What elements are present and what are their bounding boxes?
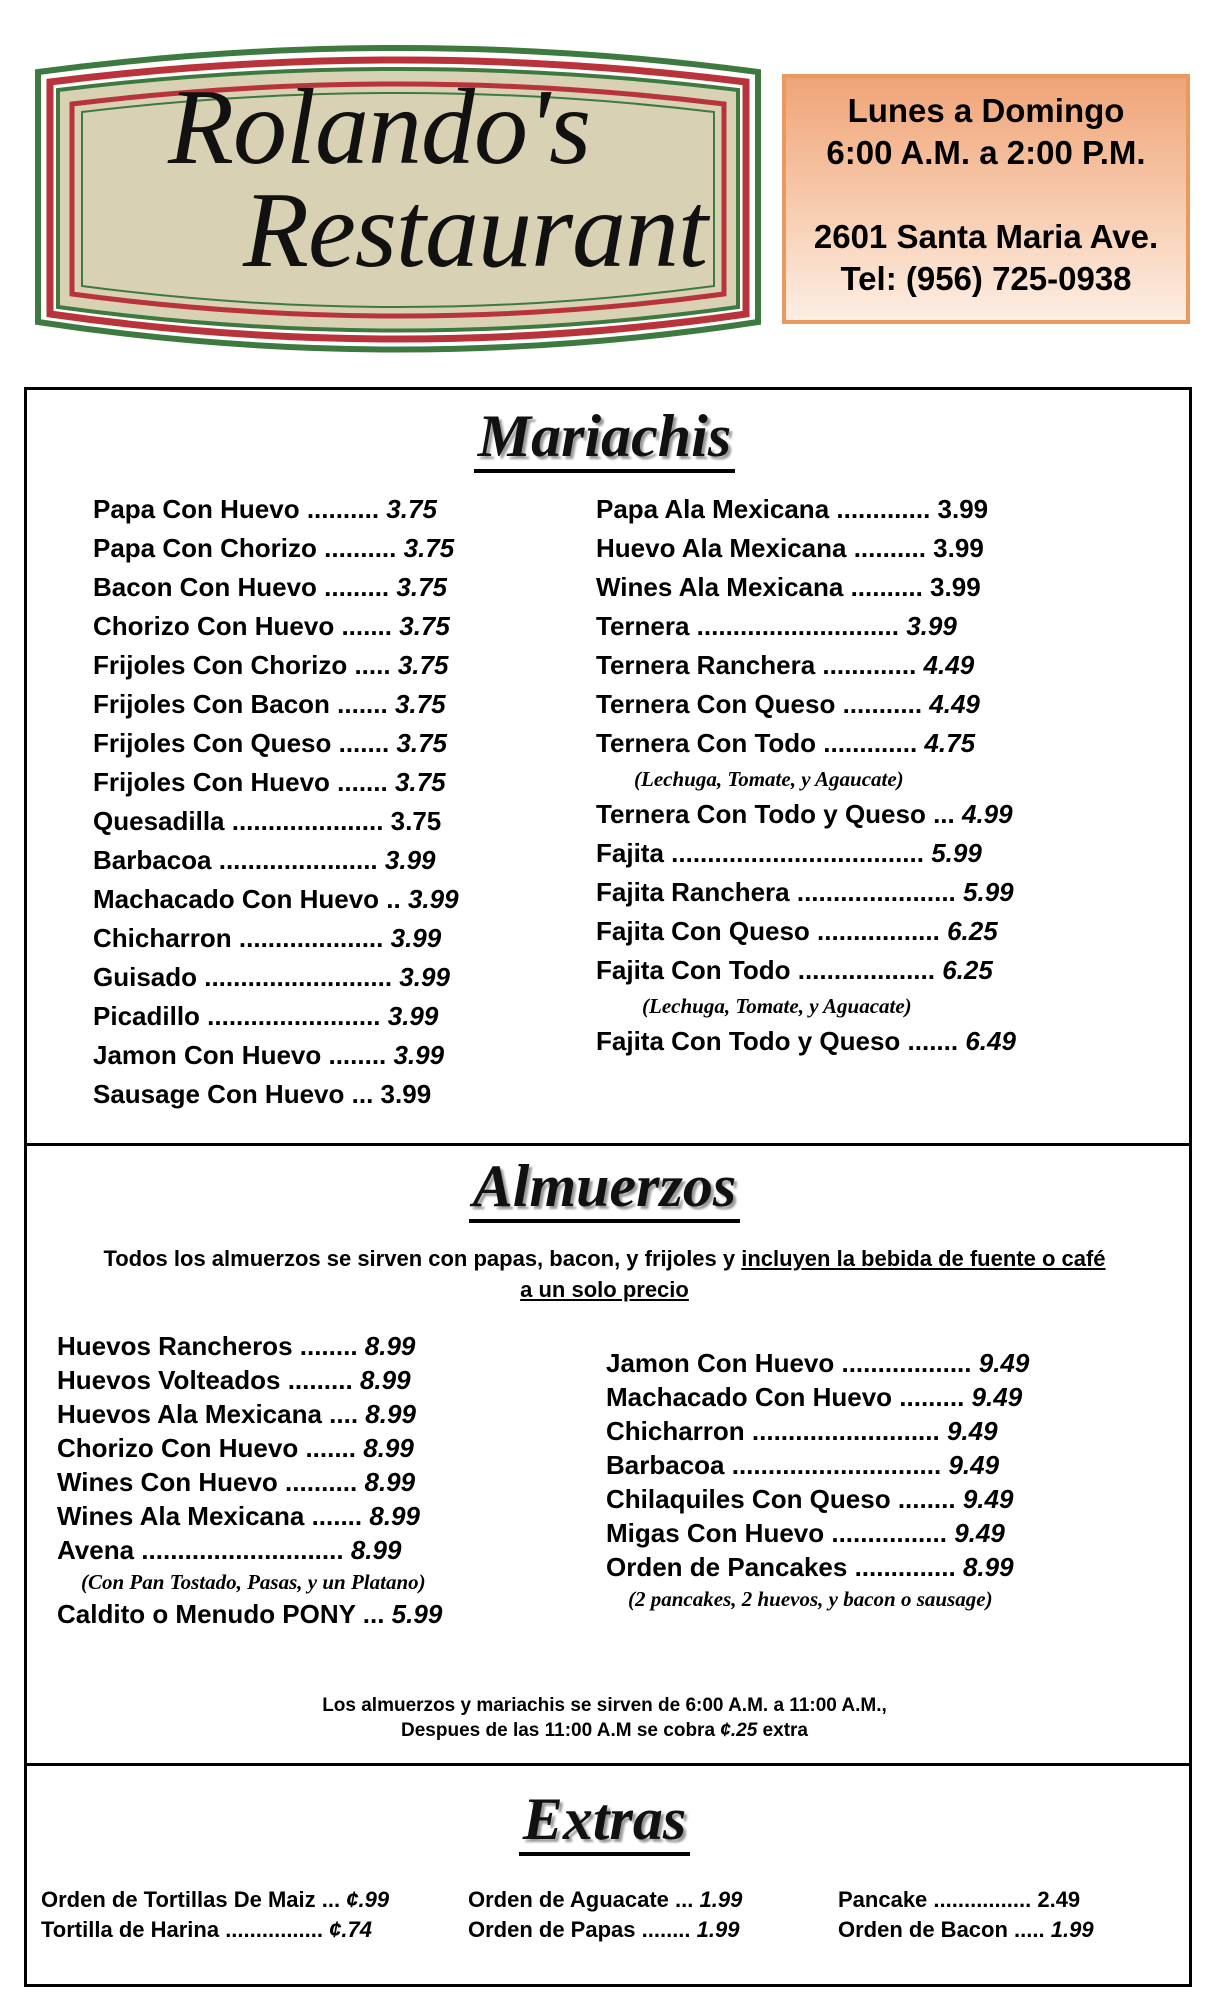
menu-item-dots: ...................................	[663, 838, 924, 868]
menu-item-price: 9.49	[962, 1484, 1014, 1514]
menu-item-dots: .....	[1007, 1917, 1045, 1942]
menu-item	[606, 1550, 1029, 1584]
menu-item-name: Orden de Papas	[468, 1917, 636, 1942]
menu-item-name: Fajita Con Queso	[596, 916, 810, 946]
menu-item-price: 3.75	[394, 689, 446, 719]
menu-item-price: 3.75	[396, 728, 448, 758]
menu-item	[606, 1380, 1029, 1414]
menu-item-name: Orden de Bacon	[838, 1917, 1008, 1942]
menu-item	[596, 529, 1016, 568]
menu-item	[596, 568, 1016, 607]
menu-item-dots: .........	[316, 572, 390, 602]
menu-item-name: Huevos Rancheros	[57, 1331, 293, 1361]
menu-item	[93, 490, 459, 529]
menu-item	[606, 1482, 1029, 1516]
menu-item-name: Orden de Pancakes	[606, 1552, 848, 1582]
almuerzos-right-column	[606, 1346, 1029, 1614]
menu-item-name: Machacado Con Huevo	[606, 1382, 893, 1412]
menu-item-dots: .....................	[224, 806, 384, 836]
section-divider	[24, 1143, 1192, 1146]
menu-item-name: Ternera Ranchera	[596, 650, 816, 680]
menu-item-dots: ..........................	[197, 962, 393, 992]
menu-item	[838, 1915, 1094, 1945]
menu-item-dots: ..	[379, 884, 401, 914]
menu-item	[57, 1397, 442, 1431]
menu-item-dots: .............	[816, 728, 918, 758]
menu-item-price: 3.99	[933, 533, 984, 563]
menu-item-dots: .................	[809, 916, 940, 946]
menu-item	[838, 1885, 1094, 1915]
menu-item-price: 3.99	[384, 845, 436, 875]
menu-item	[596, 951, 1016, 990]
menu-item-name: Frijoles Con Chorizo	[93, 650, 348, 680]
menu-item-price: 9.49	[978, 1348, 1030, 1378]
menu-item	[57, 1533, 442, 1567]
menu-item-price: 1.99	[699, 1887, 743, 1912]
logo-line-1: Rolando's	[168, 68, 591, 187]
menu-item	[596, 1022, 1016, 1061]
menu-item	[57, 1363, 442, 1397]
menu-item-price: 8.99	[364, 1467, 416, 1497]
menu-item-name: Chorizo Con Huevo	[57, 1433, 299, 1463]
menu-item	[93, 568, 459, 607]
menu-item-price: 6.49	[965, 1026, 1016, 1056]
menu-item	[93, 646, 459, 685]
menu-item-dots: .......	[334, 611, 393, 641]
almuerzos-intro: Todos los almuerzos se sirven con papas, bacon, y frijoles y incluyen la bebida de fuente o café a un solo precio	[103, 1246, 1106, 1302]
menu-item-name: Avena	[57, 1535, 135, 1565]
menu-item-dots: ........	[890, 1484, 956, 1514]
menu-item-dots: ..........	[843, 572, 923, 602]
hours-time: 6:00 A.M. a 2:00 P.M.	[826, 134, 1146, 171]
menu-item-dots: ........	[635, 1917, 691, 1942]
menu-item-dots: ...................	[790, 955, 935, 985]
section-divider	[24, 1763, 1192, 1766]
menu-item-dots: ..................	[834, 1348, 972, 1378]
menu-item-name: Papa Con Huevo	[93, 494, 300, 524]
menu-item-dots: ...	[344, 1079, 374, 1109]
menu-item-dots: ........	[321, 1040, 387, 1070]
menu-item-name: Chorizo Con Huevo	[93, 611, 335, 641]
menu-item-price: 4.75	[924, 728, 976, 758]
menu-item-price: 5.99	[391, 1599, 443, 1629]
menu-item-name: Frijoles Con Bacon	[93, 689, 330, 719]
menu-item-name: Picadillo	[93, 1001, 200, 1031]
menu-item-name: Fajita	[596, 838, 664, 868]
menu-item-name: Huevos Ala Mexicana	[57, 1399, 322, 1429]
menu-item-price: 2.49	[1037, 1887, 1081, 1912]
menu-item-name: Machacado Con Huevo	[93, 884, 380, 914]
menu-item-price: 3.75	[390, 806, 442, 836]
menu-item-name: Chicharron	[93, 923, 232, 953]
menu-item	[606, 1346, 1029, 1380]
menu-item-price: 8.99	[369, 1501, 420, 1531]
menu-item-dots: ...........	[835, 689, 923, 719]
menu-item	[596, 685, 1016, 724]
menu-item	[93, 880, 459, 919]
menu-item-dots: .............	[829, 494, 931, 524]
menu-item-dots: ....................	[231, 923, 384, 953]
menu-item	[93, 724, 459, 763]
menu-item-dots: ............................	[134, 1535, 344, 1565]
menu-item-dots: ...	[925, 799, 955, 829]
hours-address-box	[782, 74, 1190, 324]
menu-item-name: Pancake	[838, 1887, 928, 1912]
menu-item	[93, 763, 459, 802]
menu-item-price: 3.75	[396, 572, 448, 602]
menu-item	[596, 607, 1016, 646]
menu-item-dots: ....	[321, 1399, 359, 1429]
menu-item	[93, 919, 459, 958]
menu-item	[93, 841, 459, 880]
extras-column-2	[468, 1885, 742, 1945]
menu-item-price: 9.49	[948, 1450, 1000, 1480]
menu-item	[57, 1597, 442, 1631]
menu-item-name: Ternera Con Queso	[596, 689, 836, 719]
menu-item-dots: .............................	[724, 1450, 942, 1480]
menu-item-price: 3.99	[390, 923, 442, 953]
menu-item-name: Bacon Con Huevo	[93, 572, 317, 602]
extras-column-3	[838, 1885, 1094, 1945]
menu-item-dots: .......	[329, 767, 388, 797]
menu-item	[468, 1915, 742, 1945]
menu-item-name: Chicharron	[606, 1416, 745, 1446]
menu-item-dots: ...	[315, 1887, 341, 1912]
menu-item-dots: .......	[900, 1026, 959, 1056]
menu-item-price: 3.99	[380, 1079, 432, 1109]
menu-item-name: Barbacoa	[93, 845, 212, 875]
menu-item-dots: ................	[219, 1917, 323, 1942]
menu-item	[596, 646, 1016, 685]
menu-item-price: 1.99	[696, 1917, 740, 1942]
menu-item-price: 3.75	[394, 767, 446, 797]
menu-item	[596, 873, 1016, 912]
menu-item-dots: ..........................	[744, 1416, 940, 1446]
menu-item-name: Papa Ala Mexicana	[596, 494, 830, 524]
menu-item-price: 3.75	[403, 533, 455, 563]
menu-item-price: 4.49	[929, 689, 980, 719]
menu-item-name: Fajita Con Todo y Queso	[596, 1026, 901, 1056]
menu-item	[596, 912, 1016, 951]
menu-item-price: 3.99	[906, 611, 957, 641]
menu-item-dots: ..........	[846, 533, 926, 563]
menu-item-dots: ................	[824, 1518, 947, 1548]
menu-item-name: Orden de Tortillas De Maiz	[41, 1887, 316, 1912]
menu-item-dots: ..............	[847, 1552, 956, 1582]
restaurant-logo-sign	[28, 32, 768, 367]
mariachis-right-column	[596, 490, 1016, 1061]
menu-item-name: Huevo Ala Mexicana	[596, 533, 847, 563]
almuerzos-footer-note: Los almuerzos y mariachis se sirven de 6:00 A.M. a 11:00 A.M., Despues de las 11:00 A.M se cobra ¢.25 extra	[322, 1695, 887, 1741]
menu-item-price: 5.99	[963, 877, 1014, 907]
menu-item	[57, 1329, 442, 1363]
menu-item-price: 9.49	[971, 1382, 1023, 1412]
menu-item-dots: ..........	[316, 533, 397, 563]
menu-item-price: ¢.99	[346, 1887, 390, 1912]
menu-item-name: Barbacoa	[606, 1450, 725, 1480]
menu-item-price: 3.75	[397, 650, 449, 680]
hours-days: Lunes a Domingo	[847, 92, 1125, 129]
menu-item	[93, 685, 459, 724]
menu-item	[93, 802, 459, 841]
menu-item-note: (Lechuga, Tomate, y Aguacate)	[642, 994, 912, 1018]
menu-item-price: 3.99	[407, 884, 459, 914]
menu-item-dots: ........................	[199, 1001, 381, 1031]
menu-item-name: Tortilla de Harina	[41, 1917, 220, 1942]
menu-item-dots: ........	[292, 1331, 358, 1361]
menu-item-price: 4.49	[923, 650, 975, 680]
menu-item-price: 6.25	[947, 916, 998, 946]
menu-item-name: Papa Con Chorizo	[93, 533, 317, 563]
menu-item-note: (Lechuga, Tomate, y Agaucate)	[634, 767, 904, 791]
menu-item	[93, 997, 459, 1036]
menu-item-price: 3.99	[930, 572, 981, 602]
menu-item	[468, 1885, 742, 1915]
menu-item-price: 8.99	[365, 1399, 416, 1429]
address: 2601 Santa Maria Ave.	[813, 218, 1159, 255]
menu-item-dots: ..........	[299, 494, 380, 524]
menu-item-name: Frijoles Con Huevo	[93, 767, 330, 797]
menu-item-price: 8.99	[962, 1552, 1014, 1582]
menu-item-name: Wines Ala Mexicana	[57, 1501, 305, 1531]
menu-item	[57, 1499, 442, 1533]
menu-item-dots: ............................	[689, 611, 899, 641]
menu-item-price: 4.99	[962, 799, 1013, 829]
menu-item-name: Caldito o Menudo PONY	[57, 1599, 356, 1629]
phone: Tel: (956) 725-0938	[840, 260, 1132, 297]
menu-item-dots: ..........	[277, 1467, 358, 1497]
menu-item-price: 3.99	[387, 1001, 439, 1031]
menu-item-name: Guisado	[93, 962, 198, 992]
menu-item-name: Frijoles Con Queso	[93, 728, 332, 758]
menu-item	[606, 1414, 1029, 1448]
menu-item-price: 5.99	[931, 838, 982, 868]
menu-item-name: Ternera	[596, 611, 690, 641]
menu-item-dots: ...	[355, 1599, 385, 1629]
menu-item-name: Migas Con Huevo	[606, 1518, 825, 1548]
menu-item-price: 3.75	[386, 494, 437, 524]
menu-item-name: Quesadilla	[93, 806, 225, 836]
menu-item-price: 3.75	[399, 611, 450, 641]
almuerzos-left-column	[57, 1329, 442, 1631]
menu-item	[93, 1036, 459, 1075]
menu-item-price: 8.99	[350, 1535, 402, 1565]
menu-item	[596, 795, 1016, 834]
section-title-mariachis: Mariachis	[0, 402, 1209, 471]
menu-item-price: 6.25	[942, 955, 993, 985]
section-title-extras: Extras	[0, 1785, 1209, 1854]
menu-item-name: Jamon Con Huevo	[93, 1040, 322, 1070]
menu-item	[596, 834, 1016, 873]
extras-column-1	[41, 1885, 389, 1945]
menu-item-dots: .......	[304, 1501, 363, 1531]
menu-item	[41, 1915, 389, 1945]
menu-item-dots: ......................	[789, 877, 956, 907]
menu-item-name: Fajita Ranchera	[596, 877, 790, 907]
menu-item-dots: .......	[331, 728, 390, 758]
menu-item-price: 1.99	[1050, 1917, 1094, 1942]
menu-item	[93, 958, 459, 997]
menu-item	[93, 607, 459, 646]
menu-item-note: (2 pancakes, 2 huevos, y bacon o sausage)	[628, 1587, 993, 1611]
menu-item	[596, 490, 1016, 529]
menu-item-name: Jamon Con Huevo	[606, 1348, 835, 1378]
menu-item-price: 8.99	[364, 1331, 416, 1361]
menu-item-price: 3.99	[393, 1040, 445, 1070]
menu-item-dots: ................	[927, 1887, 1032, 1912]
section-title-almuerzos: Almuerzos	[0, 1152, 1209, 1221]
menu-item-dots: .............	[815, 650, 917, 680]
mariachis-left-column	[93, 490, 459, 1114]
menu-item-name: Sausage Con Huevo	[93, 1079, 345, 1109]
menu-item-price: 3.99	[399, 962, 450, 992]
menu-item-price: 8.99	[363, 1433, 414, 1463]
menu-item-dots: ...	[668, 1887, 694, 1912]
menu-item	[57, 1431, 442, 1465]
menu-item-price: 8.99	[359, 1365, 411, 1395]
menu-item-name: Wines Ala Mexicana	[596, 572, 844, 602]
menu-item-dots: .......	[298, 1433, 357, 1463]
menu-item-price: 9.49	[954, 1518, 1005, 1548]
menu-item-note: (Con Pan Tostado, Pasas, y un Platano)	[81, 1570, 426, 1594]
menu-item	[57, 1465, 442, 1499]
menu-item	[93, 1075, 459, 1114]
menu-item	[41, 1885, 389, 1915]
menu-item	[596, 724, 1016, 763]
menu-item	[606, 1448, 1029, 1482]
menu-item-name: Orden de Aguacate	[468, 1887, 669, 1912]
menu-item-name: Huevos Volteados	[57, 1365, 281, 1395]
menu-item-price: ¢.74	[329, 1917, 372, 1942]
menu-item-name: Fajita Con Todo	[596, 955, 791, 985]
menu-item-dots: .....	[347, 650, 391, 680]
menu-item-name: Wines Con Huevo	[57, 1467, 278, 1497]
menu-item-name: Ternera Con Todo	[596, 728, 817, 758]
menu-item-name: Ternera Con Todo y Queso	[596, 799, 926, 829]
menu-item	[606, 1516, 1029, 1550]
menu-item-price: 9.49	[946, 1416, 998, 1446]
menu-item-dots: ......................	[211, 845, 378, 875]
menu-item	[93, 529, 459, 568]
logo-line-2: Restaurant	[243, 171, 707, 290]
menu-item-dots: .........	[892, 1382, 965, 1412]
menu-item-price: 3.99	[937, 494, 989, 524]
menu-item-dots: .......	[329, 689, 388, 719]
menu-item-dots: .........	[280, 1365, 353, 1395]
menu-item-name: Chilaquiles Con Queso	[606, 1484, 891, 1514]
